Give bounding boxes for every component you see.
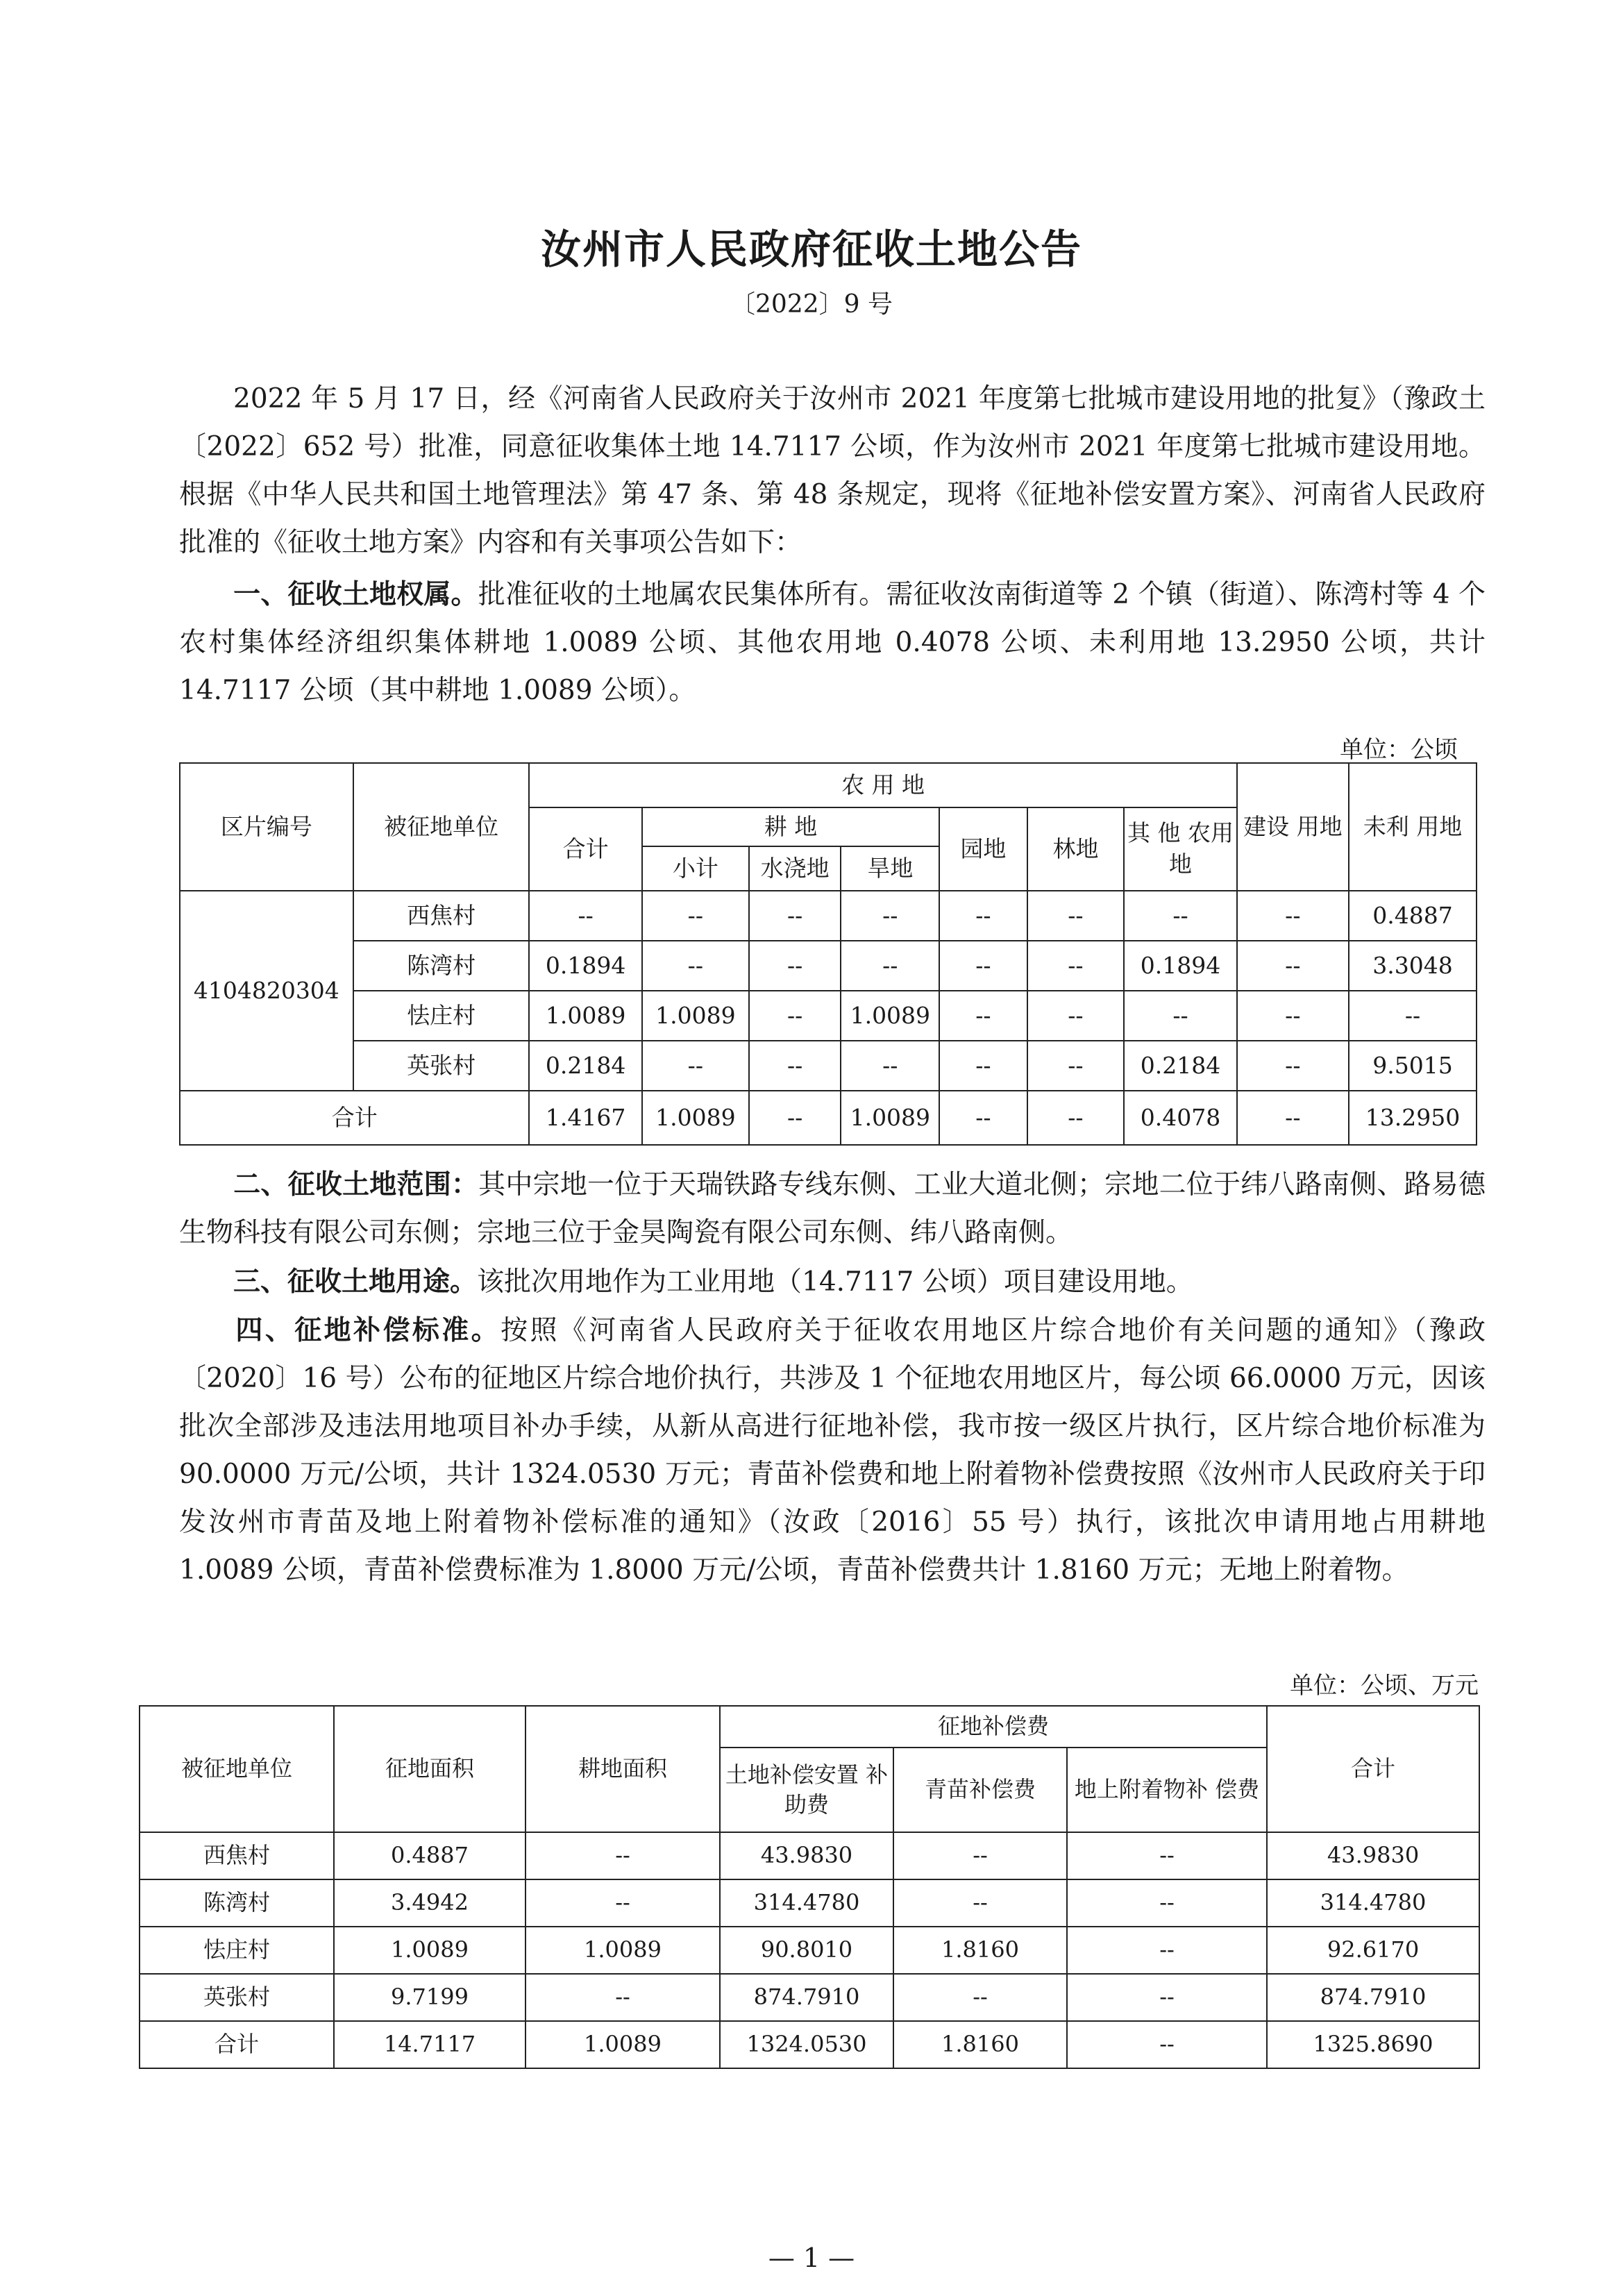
table-cell: -- (642, 891, 749, 941)
table-cell: 英张村 (140, 1974, 334, 2021)
header-land-compensation: 土地补偿安置 补助费 (720, 1748, 893, 1832)
table-cell: 874.7910 (720, 1974, 893, 2021)
table-cell: 314.4780 (720, 1879, 893, 1927)
table-cell: 0.4078 (1124, 1091, 1236, 1145)
total-label: 合计 (180, 1091, 529, 1145)
table-cell: -- (1067, 2021, 1267, 2068)
table-cell: -- (529, 891, 641, 941)
header-area: 征地面积 (334, 1706, 525, 1832)
header-area-code: 区片编号 (180, 763, 353, 891)
table-cell: 1324.0530 (720, 2021, 893, 2068)
table-cell: -- (749, 891, 841, 941)
table-row (180, 991, 1477, 1041)
table-cell: 1.0089 (841, 1091, 939, 1145)
table-row (180, 941, 1477, 991)
table-cell: 1.0089 (841, 991, 939, 1041)
table-cell: -- (1067, 1879, 1267, 1927)
table-cell: -- (525, 1832, 720, 1879)
table-cell: 合计 (140, 2021, 334, 2068)
table-cell: 1.8160 (893, 2021, 1067, 2068)
header-agricultural-land: 农 用 地 (529, 763, 1236, 807)
header-other-agri: 其 他 农用地 (1124, 807, 1236, 891)
header-crop-compensation: 青苗补偿费 (893, 1748, 1067, 1832)
table-cell: 43.9830 (720, 1832, 893, 1879)
table-cell: 1.0089 (529, 991, 641, 1041)
table-cell: -- (939, 1091, 1027, 1145)
section-1-text: 批准征收的土地属农民集体所有。需征收汝南街道等 2 个镇（街道）、陈湾村等 4 个农村集体经济组织集体耕地 1.0089 公顷、其他农用地 0.4078 公顷、未利用地 13.2950 公顷，共计 14.7117 公顷（其中耕地 1.0089 公顷）。 (179, 579, 1486, 706)
section-4-text: 按照《河南省人民政府关于征收农用地区片综合地价有关问题的通知》（豫政〔2020〕16 号）公布的征地区片综合地价执行，共涉及 1 个征地农用地区片，每公顷 66.0000 万元，因该批次全部涉及违法用地项目补办手续，从新从高进行征地补偿，我市按一级区片执行，区片综合地价标准为 90.0000 万元/公顷，共计 1324.0530 万元；青苗补偿费和地上附着物补偿费按照《汝州市人民政府关于印发汝州市青苗及地上附着物补偿标准的通知》（汝政〔2016〕55 号）执行，该批次申请用地占用耕地 1.0089 公顷，青苗补偿费标准为 1.8000 万元/公顷，青苗补偿费共计 1.8160 万元；无地上附着物。 (179, 1315, 1486, 1586)
header-construction-land: 建设 用地 (1237, 763, 1349, 891)
table-cell: -- (939, 941, 1027, 991)
table-cell: -- (1349, 991, 1477, 1041)
table-cell: -- (1237, 991, 1349, 1041)
table-total-row (140, 2021, 1479, 2068)
header-irrigated: 水浇地 (749, 846, 841, 891)
table-cell: 92.6170 (1267, 1927, 1479, 1974)
table-cell: 0.4887 (334, 1832, 525, 1879)
header-unused-land: 未利 用地 (1349, 763, 1477, 891)
table-row (140, 1974, 1479, 2021)
table-cell: -- (525, 1879, 720, 1927)
section-2-paragraph (179, 1161, 1486, 1257)
table-cell: -- (939, 991, 1027, 1041)
table-cell: 1.0089 (525, 2021, 720, 2068)
table-cell: 陈湾村 (353, 941, 530, 991)
table-cell: -- (1027, 1041, 1125, 1091)
table-cell: 14.7117 (334, 2021, 525, 2068)
section-2-heading: 二、征收土地范围： (233, 1169, 479, 1200)
area-code-cell: 4104820304 (180, 891, 353, 1091)
table-cell: -- (939, 891, 1027, 941)
table-cell: 0.4887 (1349, 891, 1477, 941)
table-cell: -- (841, 1041, 939, 1091)
table-cell: 1.0089 (334, 1927, 525, 1974)
header-compensation: 征地补偿费 (720, 1706, 1267, 1748)
section-1-paragraph (179, 571, 1486, 714)
table-cell: -- (1027, 941, 1125, 991)
section-3-text: 该批次用地作为工业用地（14.7117 公顷）项目建设用地。 (477, 1266, 1193, 1298)
table-cell: 9.5015 (1349, 1041, 1477, 1091)
table-cell: 1.8160 (893, 1927, 1067, 1974)
table-cell: 西焦村 (140, 1832, 334, 1879)
table-cell: -- (1067, 1927, 1267, 1974)
table-cell: -- (1067, 1974, 1267, 2021)
table-row (180, 891, 1477, 941)
table-cell: -- (1237, 891, 1349, 941)
header-forest: 林地 (1027, 807, 1125, 891)
table-cell: -- (1237, 1091, 1349, 1145)
table-cell: 陈湾村 (140, 1879, 334, 1927)
table-cell: -- (749, 1091, 841, 1145)
table-cell: 314.4780 (1267, 1879, 1479, 1927)
table-cell: -- (525, 1974, 720, 2021)
table-cell: -- (1067, 1832, 1267, 1879)
table-row (140, 1927, 1479, 1974)
table-cell: 3.4942 (334, 1879, 525, 1927)
table-cell: 13.2950 (1349, 1091, 1477, 1145)
page-title: 汝州市人民政府征收土地公告 (540, 226, 1082, 273)
table-cell: 874.7910 (1267, 1974, 1479, 2021)
header-garden: 园地 (939, 807, 1027, 891)
table-cell: -- (642, 1041, 749, 1091)
table-cell: -- (893, 1879, 1067, 1927)
table-cell: -- (893, 1974, 1067, 2021)
table-cell: 0.1894 (1124, 941, 1236, 991)
section-4-heading: 四、征地补偿标准。 (233, 1315, 501, 1346)
header-total: 合计 (1267, 1706, 1479, 1832)
table-cell: -- (642, 941, 749, 991)
table-cell: 3.3048 (1349, 941, 1477, 991)
table-cell: 90.8010 (720, 1927, 893, 1974)
land-table (179, 762, 1477, 1146)
section-2-text: 其中宗地一位于天瑞铁路专线东侧、工业大道北侧；宗地二位于纬八路南侧、路易德生物科技有限公司东侧；宗地三位于金昊陶瓷有限公司东侧、纬八路南侧。 (179, 1169, 1486, 1248)
table-cell: -- (1237, 941, 1349, 991)
table-row (180, 1041, 1477, 1091)
table-cell: -- (1027, 991, 1125, 1041)
table-cell: -- (749, 991, 841, 1041)
intro-text: 2022 年 5 月 17 日，经《河南省人民政府关于汝州市 2021 年度第七批城市建设用地的批复》（豫政土〔2022〕652 号）批准，同意征收集体土地 14.7117 公顷，作为汝州市 2021 年度第七批城市建设用地。根据《中华人民共和国土地管理法》第 47 条、第 48 条规定，现将《征地补偿安置方案》、河南省人民政府批准的《征收土地方案》内容和有关事项公告如下： (179, 383, 1486, 558)
intro-paragraph (179, 375, 1486, 567)
section-4-paragraph (179, 1307, 1486, 1594)
table-cell: -- (1027, 1091, 1125, 1145)
table-total-row (180, 1091, 1477, 1145)
table-row (140, 1832, 1479, 1879)
section-3-paragraph (179, 1258, 1486, 1306)
table-cell: -- (749, 941, 841, 991)
page-number: — 1 — (768, 2243, 855, 2273)
header-arable-subtotal: 小计 (642, 846, 749, 891)
header-arable-area: 耕地面积 (525, 1706, 720, 1832)
table-cell: -- (749, 1041, 841, 1091)
header-dry: 旱地 (841, 846, 939, 891)
table1-unit: 单位：公顷 (1340, 736, 1458, 764)
table-cell: -- (1124, 891, 1236, 941)
document-number: 〔2022〕9 号 (730, 290, 893, 319)
table-cell: 怯庄村 (353, 991, 530, 1041)
table-cell: 9.7199 (334, 1974, 525, 2021)
table-cell: 0.2184 (1124, 1041, 1236, 1091)
table-cell: 0.1894 (529, 941, 641, 991)
table-cell: 0.2184 (529, 1041, 641, 1091)
header-unit: 被征地单位 (140, 1706, 334, 1832)
section-3-heading: 三、征收土地用途。 (233, 1266, 478, 1298)
header-agri-total: 合计 (529, 807, 641, 891)
compensation-table (139, 1705, 1480, 2069)
table-cell: 英张村 (353, 1041, 530, 1091)
section-1-heading: 一、征收土地权属。 (233, 579, 478, 610)
table-cell: -- (1027, 891, 1125, 941)
header-arable: 耕 地 (642, 807, 939, 846)
table-cell: 怯庄村 (140, 1927, 334, 1974)
table-cell: 1.4167 (529, 1091, 641, 1145)
table-cell: 1325.8690 (1267, 2021, 1479, 2068)
table-cell: -- (893, 1832, 1067, 1879)
table-cell: -- (939, 1041, 1027, 1091)
table-cell: 1.0089 (525, 1927, 720, 1974)
table-row (140, 1879, 1479, 1927)
table-cell: 1.0089 (642, 1091, 749, 1145)
table-cell: -- (841, 941, 939, 991)
table2-unit: 单位：公顷、万元 (1290, 1672, 1479, 1700)
table-cell: 1.0089 (642, 991, 749, 1041)
table-cell: 43.9830 (1267, 1832, 1479, 1879)
table-cell: -- (841, 891, 939, 941)
table-cell: -- (1124, 991, 1236, 1041)
table-cell: -- (1237, 1041, 1349, 1091)
header-unit: 被征地单位 (353, 763, 530, 891)
header-attachment-compensation: 地上附着物补 偿费 (1067, 1748, 1267, 1832)
table-cell: 西焦村 (353, 891, 530, 941)
